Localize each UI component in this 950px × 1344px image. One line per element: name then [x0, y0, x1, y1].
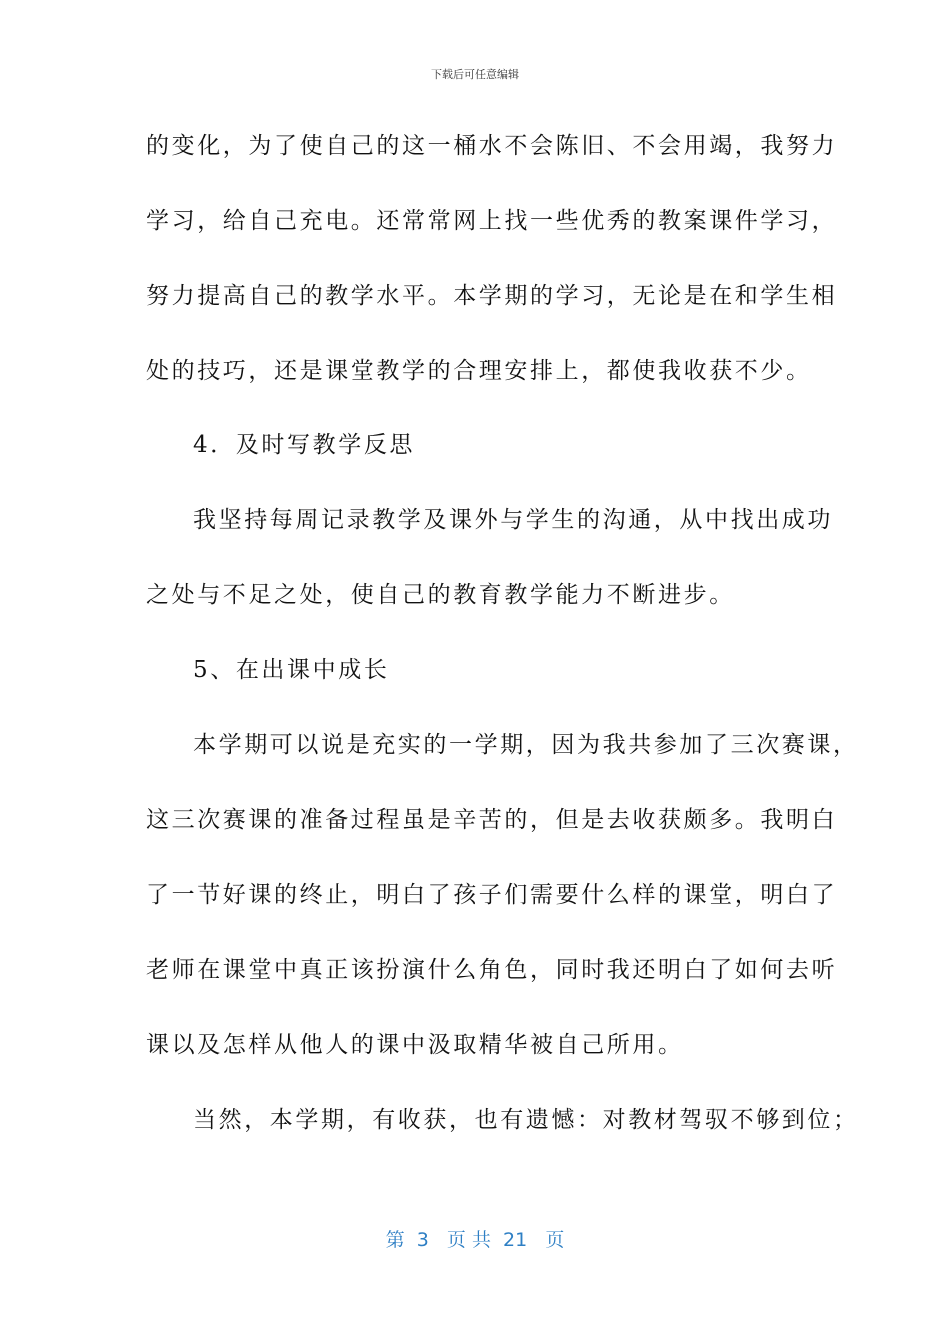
text-line: 努力提高自己的教学水平。本学期的学习，无论是在和学生相	[146, 283, 838, 309]
header-note: 下载后可任意编辑	[431, 68, 519, 81]
text-line: 本学期可以说是充实的一学期，因为我共参加了三次赛课，	[193, 732, 859, 758]
text-line: 我坚持每周记录教学及课外与学生的沟通，从中找出成功	[193, 507, 833, 533]
text-line: 学习，给自己充电。还常常网上找一些优秀的教案课件学习，	[146, 208, 838, 234]
text-line: 老师在课堂中真正该扮演什么角色，同时我还明白了如何去听	[146, 957, 838, 983]
text-line: 当然，本学期，有收获，也有遗憾：对教材驾驭不够到位；	[193, 1107, 859, 1133]
text-line: 了一节好课的终止，明白了孩子们需要什么样的课堂，明白了	[146, 882, 838, 908]
section-heading: 5、在出课中成长	[193, 657, 390, 683]
text-line: 课以及怎样从他人的课中汲取精华被自己所用。	[146, 1032, 684, 1058]
text-line: 之处与不足之处，使自己的教育教学能力不断进步。	[146, 582, 735, 608]
section-heading: 4．及时写教学反思	[193, 432, 416, 458]
text-line: 的变化，为了使自己的这一桶水不会陈旧、不会用竭，我努力	[146, 133, 838, 159]
page-number-footer: 第 3 页 共 21 页	[385, 1229, 565, 1251]
text-line: 处的技巧，还是课堂教学的合理安排上，都使我收获不少。	[146, 358, 812, 384]
text-line: 这三次赛课的准备过程虽是辛苦的，但是去收获颇多。我明白	[146, 807, 838, 833]
